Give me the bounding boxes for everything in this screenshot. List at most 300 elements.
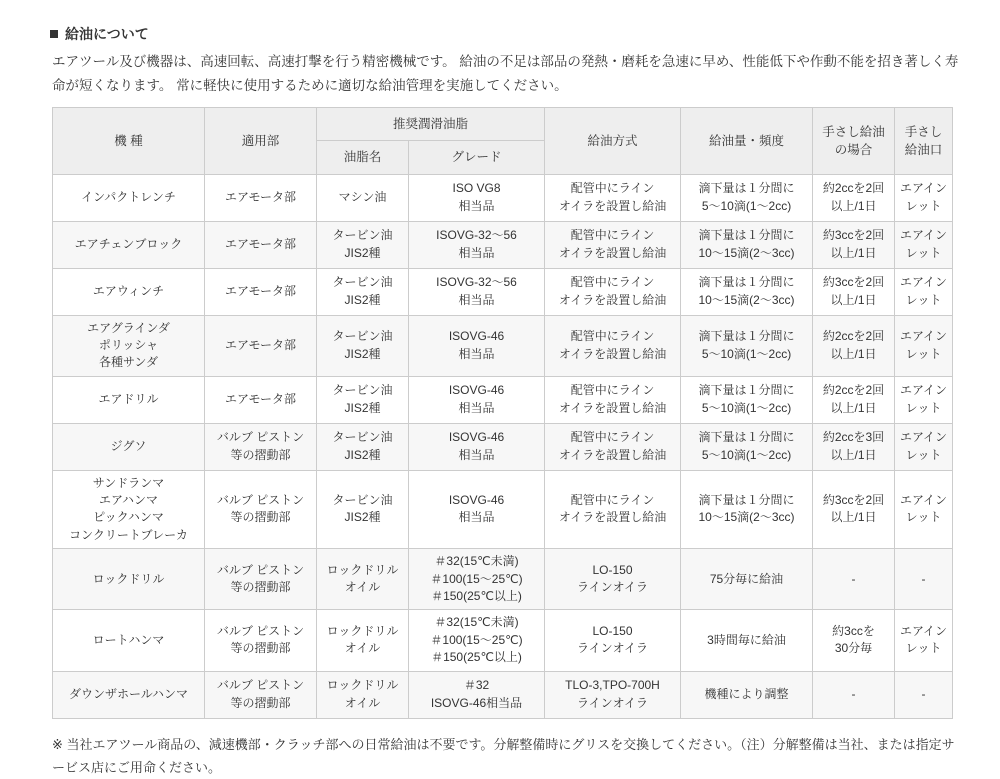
cell-line: 滴下量は１分間に: [698, 383, 795, 398]
header-hand-port: [895, 108, 953, 174]
cell-line: -: [921, 571, 926, 586]
cell-line: 相当品: [458, 400, 495, 415]
cell-amount: [681, 470, 813, 549]
cell-lines: [897, 382, 950, 417]
cell-lines: [683, 632, 810, 649]
cell-line: 3時間毎に給油: [707, 632, 786, 647]
cell-line: レット: [905, 641, 942, 656]
cell-hand-port: [895, 423, 953, 470]
cell-line: バルブ ピストン: [216, 430, 305, 445]
cell-line: 以上/1日: [830, 346, 877, 361]
cell-line: 以上/1日: [830, 198, 877, 213]
cell-lines: [683, 328, 810, 363]
cell-line: ISO VG8: [452, 181, 501, 196]
cell-hand-port: [895, 470, 953, 549]
table-row: [53, 671, 953, 718]
cell-grade: [409, 470, 545, 549]
cell-lines: [897, 623, 950, 658]
cell-line: 以上/1日: [830, 292, 877, 307]
cell-line: 配管中にライン: [570, 329, 655, 344]
cell-lines: [815, 571, 892, 588]
cell-part: [205, 315, 317, 376]
cell-oil-name: [317, 423, 409, 470]
cell-line: 以上/1日: [830, 447, 877, 462]
cell-line: ＃150(25℃以上): [431, 589, 522, 604]
header-hand-port-line1: 手さし: [904, 124, 943, 139]
cell-lines: [411, 274, 542, 309]
cell-line: エアイン: [900, 430, 947, 445]
cell-hand-case: [813, 423, 895, 470]
cell-oil-name: [317, 315, 409, 376]
cell-lines: [815, 274, 892, 309]
cell-model: [53, 315, 205, 376]
cell-lines: [319, 492, 406, 527]
cell-line: エアイン: [900, 329, 947, 344]
cell-lines: [207, 337, 314, 354]
cell-line: オイル: [344, 695, 381, 710]
cell-line: ＃150(25℃以上): [431, 650, 522, 665]
cell-part: [205, 268, 317, 315]
cell-line: オイラを設置し給油: [558, 245, 667, 260]
cell-line: LO-150: [592, 562, 633, 577]
cell-line: 以上/1日: [830, 245, 877, 260]
cell-line: 75分毎に給油: [709, 571, 784, 586]
cell-oil-name: [317, 221, 409, 268]
cell-lines: [55, 686, 202, 703]
cell-line: 以上/1日: [830, 400, 877, 415]
cell-line: 滴下量は１分間に: [698, 329, 795, 344]
cell-line: サンドランマ: [92, 475, 165, 490]
cell-line: レット: [905, 198, 942, 213]
cell-lines: [319, 429, 406, 464]
cell-method: [545, 268, 681, 315]
cell-model: [53, 376, 205, 423]
cell-line: 10～15滴(2～3cc): [698, 292, 795, 307]
cell-model: [53, 549, 205, 610]
cell-lines: [683, 571, 810, 588]
cell-line: レット: [905, 400, 942, 415]
cell-method: [545, 174, 681, 221]
cell-method: [545, 549, 681, 610]
cell-part: [205, 610, 317, 671]
cell-line: 約2ccを2回: [822, 329, 885, 344]
cell-grade: [409, 423, 545, 470]
cell-line: エアチェンブロック: [74, 236, 183, 251]
cell-line: タービン油: [332, 329, 393, 344]
cell-line: タービン油: [332, 275, 393, 290]
cell-model: [53, 671, 205, 718]
cell-lines: [319, 328, 406, 363]
cell-lines: [815, 382, 892, 417]
cell-line: 約3ccを2回: [822, 228, 885, 243]
table-body: [53, 174, 953, 718]
cell-line: マシン油: [338, 189, 387, 204]
cell-lines: [411, 429, 542, 464]
cell-part: [205, 549, 317, 610]
cell-lines: [547, 227, 678, 262]
cell-line: オイラを設置し給油: [558, 510, 667, 525]
cell-hand-case: [813, 174, 895, 221]
cell-line: 相当品: [458, 510, 495, 525]
header-model: 機 種: [53, 108, 205, 174]
cell-line: オイラを設置し給油: [558, 292, 667, 307]
cell-oil-name: [317, 549, 409, 610]
cell-line: 30分毎: [834, 641, 873, 656]
cell-hand-case: [813, 315, 895, 376]
cell-line: ダウンザホールハンマ: [69, 686, 188, 701]
cell-lines: [815, 180, 892, 215]
cell-line: ＃100(15～25℃): [430, 632, 523, 647]
cell-lines: [683, 227, 810, 262]
cell-line: 相当品: [458, 198, 495, 213]
cell-line: タービン油: [332, 493, 393, 508]
cell-line: ジグソ: [110, 438, 147, 453]
cell-line: ＃32: [463, 678, 490, 693]
cell-line: -: [921, 686, 926, 701]
cell-lines: [897, 686, 950, 703]
cell-lines: [55, 571, 202, 588]
cell-lines: [319, 274, 406, 309]
table-row: [53, 315, 953, 376]
cell-method: [545, 315, 681, 376]
cell-line: タービン油: [332, 228, 393, 243]
cell-lines: [319, 677, 406, 712]
cell-line: 配管中にライン: [570, 493, 655, 508]
cell-line: 5～10滴(1～2cc): [701, 400, 792, 415]
cell-lines: [897, 492, 950, 527]
cell-lines: [55, 283, 202, 300]
cell-lines: [55, 475, 202, 545]
cell-line: 等の摺動部: [230, 695, 291, 710]
cell-line: ISOVG-32～56: [436, 275, 517, 290]
cell-line: 各種サンダ: [99, 355, 158, 370]
cell-lines: [207, 391, 314, 408]
cell-part: [205, 671, 317, 718]
cell-line: 約2ccを3回: [822, 430, 885, 445]
cell-line: 配管中にライン: [570, 181, 655, 196]
cell-lines: [547, 382, 678, 417]
cell-lines: [55, 438, 202, 455]
cell-lines: [207, 283, 314, 300]
cell-oil-name: [317, 174, 409, 221]
cell-line: TLO-3,TPO-700H: [565, 678, 660, 693]
cell-line: エアドリル: [98, 391, 159, 406]
cell-lines: [55, 391, 202, 408]
cell-hand-port: [895, 268, 953, 315]
cell-oil-name: [317, 376, 409, 423]
cell-line: ISOVG-46: [448, 383, 505, 398]
square-bullet-icon: [50, 30, 58, 38]
cell-line: 約3ccを2回: [822, 275, 885, 290]
cell-oil-name: [317, 610, 409, 671]
cell-part: [205, 423, 317, 470]
cell-line: 相当品: [458, 245, 495, 260]
cell-grade: [409, 671, 545, 718]
cell-lines: [207, 562, 314, 597]
cell-line: 約3ccを: [832, 624, 875, 639]
table-row: [53, 376, 953, 423]
cell-lines: [683, 492, 810, 527]
cell-line: ISOVG-46: [448, 430, 505, 445]
cell-method: [545, 671, 681, 718]
cell-lines: [683, 429, 810, 464]
cell-line: 10～15滴(2～3cc): [698, 510, 795, 525]
cell-line: オイラを設置し給油: [558, 198, 667, 213]
cell-hand-case: [813, 610, 895, 671]
cell-line: レット: [905, 447, 942, 462]
cell-lines: [683, 180, 810, 215]
table-row: [53, 174, 953, 221]
cell-hand-port: [895, 174, 953, 221]
cell-method: [545, 376, 681, 423]
header-oil-name: 油脂名: [317, 141, 409, 174]
cell-line: JIS2種: [344, 447, 381, 462]
cell-line: ロックドリル: [92, 571, 165, 586]
cell-method: [545, 470, 681, 549]
cell-line: ＃100(15～25℃): [430, 571, 523, 586]
cell-line: エアモータ部: [224, 337, 297, 352]
cell-line: ラインオイラ: [576, 641, 649, 656]
cell-model: [53, 268, 205, 315]
cell-hand-port: [895, 315, 953, 376]
cell-model: [53, 174, 205, 221]
cell-line: 以上/1日: [830, 510, 877, 525]
cell-line: ISOVG-46: [448, 329, 505, 344]
cell-lines: [55, 236, 202, 253]
cell-line: エアイン: [900, 181, 947, 196]
cell-line: ロートハンマ: [92, 632, 165, 647]
cell-line: JIS2種: [344, 400, 381, 415]
cell-line: コンクリートブレーカ: [69, 527, 188, 542]
cell-part: [205, 174, 317, 221]
cell-lines: [319, 623, 406, 658]
table-row: [53, 549, 953, 610]
cell-line: エアイン: [900, 228, 947, 243]
cell-hand-case: [813, 671, 895, 718]
cell-line: JIS2種: [344, 510, 381, 525]
cell-line: JIS2種: [344, 346, 381, 361]
cell-amount: [681, 376, 813, 423]
cell-line: バルブ ピストン: [216, 624, 305, 639]
cell-line: レット: [905, 510, 942, 525]
cell-lines: [547, 677, 678, 712]
cell-line: 配管中にライン: [570, 383, 655, 398]
cell-line: エアハンマ: [98, 493, 159, 508]
cell-line: ロックドリル: [326, 562, 399, 577]
cell-lines: [897, 180, 950, 215]
cell-line: レット: [905, 245, 942, 260]
cell-lines: [815, 686, 892, 703]
cell-lines: [55, 632, 202, 649]
cell-line: エアモータ部: [224, 189, 297, 204]
table-row: [53, 470, 953, 549]
header-part: 適用部: [205, 108, 317, 174]
lubrication-table: [52, 107, 953, 718]
cell-lines: [411, 180, 542, 215]
cell-hand-case: [813, 549, 895, 610]
cell-lines: [55, 189, 202, 206]
cell-lines: [547, 328, 678, 363]
cell-lines: [319, 562, 406, 597]
header-recommended: 推奨潤滑油脂: [317, 108, 545, 141]
cell-lines: [683, 274, 810, 309]
cell-line: 滴下量は１分間に: [698, 493, 795, 508]
cell-line: 配管中にライン: [570, 430, 655, 445]
cell-model: [53, 221, 205, 268]
cell-grade: [409, 549, 545, 610]
cell-lines: [815, 429, 892, 464]
cell-line: ＃32(15℃未満): [434, 615, 519, 630]
cell-line: ピックハンマ: [93, 510, 164, 525]
cell-grade: [409, 174, 545, 221]
cell-line: レット: [905, 292, 942, 307]
cell-lines: [411, 614, 542, 666]
cell-amount: [681, 268, 813, 315]
cell-hand-port: [895, 221, 953, 268]
header-hand-case-line1: 手さし給油: [822, 124, 885, 139]
header-hand-case-line2: の場合: [834, 142, 873, 157]
cell-line: インパクトレンチ: [81, 189, 176, 204]
cell-line: 等の摺動部: [230, 510, 291, 525]
cell-lines: [319, 382, 406, 417]
header-hand-port-lines: [897, 123, 950, 159]
cell-grade: [409, 221, 545, 268]
cell-line: エアイン: [900, 493, 947, 508]
cell-amount: [681, 671, 813, 718]
cell-part: [205, 221, 317, 268]
cell-line: 10～15滴(2～3cc): [698, 245, 795, 260]
cell-model: [53, 610, 205, 671]
cell-line: バルブ ピストン: [216, 678, 305, 693]
cell-line: バルブ ピストン: [216, 562, 305, 577]
cell-amount: [681, 423, 813, 470]
cell-amount: [681, 549, 813, 610]
cell-line: エアウィンチ: [92, 283, 165, 298]
cell-grade: [409, 315, 545, 376]
table-header: [53, 108, 953, 174]
cell-line: オイラを設置し給油: [558, 346, 667, 361]
cell-line: 5～10滴(1～2cc): [701, 447, 792, 462]
table-header-row-1: [53, 108, 953, 141]
cell-lines: [815, 227, 892, 262]
cell-line: ISOVG-46相当品: [430, 695, 523, 710]
cell-oil-name: [317, 671, 409, 718]
cell-line: 約2ccを2回: [822, 383, 885, 398]
cell-lines: [683, 686, 810, 703]
cell-line: 等の摺動部: [230, 447, 291, 462]
cell-line: 相当品: [458, 346, 495, 361]
cell-line: ラインオイラ: [576, 695, 649, 710]
cell-lines: [683, 382, 810, 417]
cell-part: [205, 376, 317, 423]
cell-lines: [411, 492, 542, 527]
cell-line: 5～10滴(1～2cc): [701, 346, 792, 361]
cell-line: 滴下量は１分間に: [698, 275, 795, 290]
cell-method: [545, 423, 681, 470]
intro-paragraph: エアツール及び機器は、高速回転、高速打撃を行う精密機械です。 給油の不足は部品の発熱・磨耗を急速に早め、性能低下や作動不能を招き著しく寿命が短くなります。 常に軽快に使用するために適切な給油管理を実施してください。: [52, 54, 959, 93]
cell-lines: [55, 320, 202, 372]
cell-amount: [681, 174, 813, 221]
cell-line: ＃32(15℃未満): [434, 554, 519, 569]
cell-lines: [411, 677, 542, 712]
cell-line: 滴下量は１分間に: [698, 181, 795, 196]
cell-line: JIS2種: [344, 292, 381, 307]
cell-line: 5～10滴(1～2cc): [701, 198, 792, 213]
cell-amount: [681, 610, 813, 671]
cell-lines: [207, 677, 314, 712]
cell-lines: [411, 328, 542, 363]
header-amount: 給油量・頻度: [681, 108, 813, 174]
cell-amount: [681, 315, 813, 376]
header-hand-port-line2: 給油口: [904, 142, 943, 157]
cell-lines: [815, 492, 892, 527]
footnote: ※ 当社エアツール商品の、減速機部・クラッチ部への日常給油は不要です。分解整備時にグリスを交換してください。（注）分解整備は当社、または指定サービス店にご用命ください。: [52, 736, 955, 775]
cell-method: [545, 610, 681, 671]
cell-grade: [409, 268, 545, 315]
cell-method: [545, 221, 681, 268]
cell-hand-port: [895, 376, 953, 423]
cell-lines: [897, 227, 950, 262]
cell-grade: [409, 610, 545, 671]
cell-line: ISOVG-46: [448, 493, 505, 508]
cell-model: [53, 423, 205, 470]
cell-line: バルブ ピストン: [216, 493, 305, 508]
header-grade: グレード: [409, 141, 545, 174]
header-method: 給油方式: [545, 108, 681, 174]
cell-line: 機種により調整: [704, 686, 789, 701]
cell-line: オイル: [344, 641, 381, 656]
cell-line: エアイン: [900, 275, 947, 290]
cell-lines: [897, 429, 950, 464]
page-title: [50, 24, 960, 44]
cell-line: エアモータ部: [224, 391, 297, 406]
cell-line: 配管中にライン: [570, 228, 655, 243]
cell-line: JIS2種: [344, 245, 381, 260]
table-row: [53, 610, 953, 671]
cell-lines: [815, 623, 892, 658]
cell-lines: [411, 227, 542, 262]
cell-line: 等の摺動部: [230, 580, 291, 595]
cell-line: LO-150: [592, 624, 633, 639]
cell-oil-name: [317, 470, 409, 549]
cell-line: ポリッシャ: [98, 337, 159, 352]
cell-line: ロックドリル: [326, 678, 399, 693]
cell-lines: [207, 623, 314, 658]
cell-line: オイラを設置し給油: [558, 400, 667, 415]
cell-line: 約2ccを2回: [822, 181, 885, 196]
cell-lines: [207, 429, 314, 464]
cell-lines: [547, 180, 678, 215]
cell-line: 等の摺動部: [230, 641, 291, 656]
cell-line: -: [851, 571, 856, 586]
cell-part: [205, 470, 317, 549]
page-title-text: 給油について: [65, 26, 149, 42]
cell-lines: [547, 562, 678, 597]
cell-line: 滴下量は１分間に: [698, 228, 795, 243]
cell-line: -: [851, 686, 856, 701]
cell-lines: [815, 328, 892, 363]
cell-hand-port: [895, 671, 953, 718]
cell-line: タービン油: [332, 430, 393, 445]
cell-lines: [897, 328, 950, 363]
cell-line: エアモータ部: [224, 283, 297, 298]
table-row: [53, 423, 953, 470]
cell-line: オイラを設置し給油: [558, 447, 667, 462]
table-row: [53, 221, 953, 268]
cell-lines: [411, 553, 542, 605]
cell-lines: [547, 274, 678, 309]
cell-line: ロックドリル: [326, 624, 399, 639]
